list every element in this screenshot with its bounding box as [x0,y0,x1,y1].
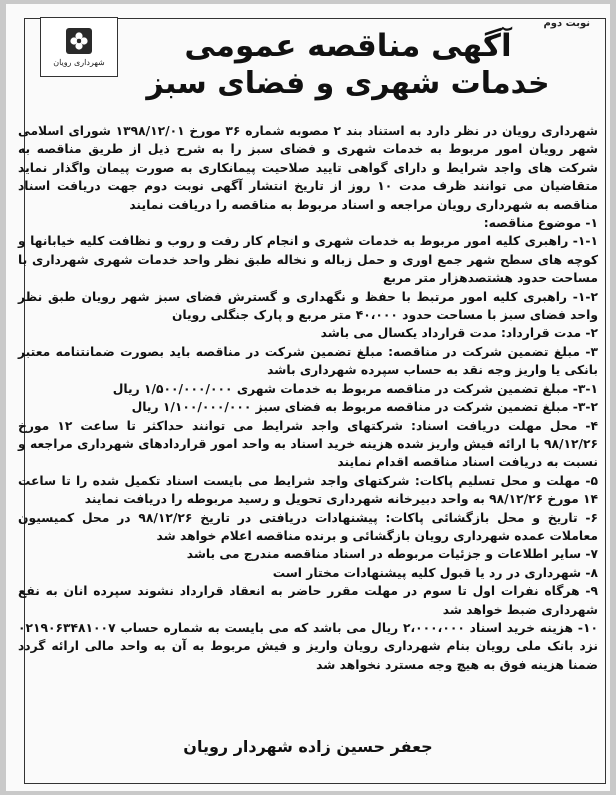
municipality-logo [40,17,118,77]
notice-body [18,122,598,674]
clause-3-2: ۳-۲- مبلغ تضمین شرکت در مناقصه مربوط به فضای سبز ۱/۱۰۰/۰۰۰/۰۰۰ ریال [131,400,598,415]
logo-caption: شهرداری رویان [53,57,105,67]
clause-3: ۳- مبلغ تضمین شرکت در مناقصه: مبلغ تضمین شرکت در مناقصه باید بصورت ضمانتنامه معتبر بانکی یا واریز وجه نقد به حساب سپرده شهرداری باشد [18,344,598,378]
clause-1: ۱- موضوع مناقصه: [483,216,598,231]
clause-9: ۹- هرگاه نفرات اول تا سوم در مهلت مقرر حاضر به انعقاد قرارداد نشوند سپرده انان به نفع شهرداری ضبط خواهد شد [18,584,598,617]
clause-1-2: ۱-۲- راهبری کلیه امور مرتبط با حفظ و نگهداری و گسترش فضای سبز شهر رویان طبق نظر واحد فضای سبز با مساحت حدود ۴۰،۰۰۰ متر مربع و پارک جنگلی رویان [18,289,598,323]
clause-6: ۶- تاریخ و محل بازگشائی پاکات: پیشنهادات دریافتی در تاریخ ۹۸/۱۲/۲۶ در محل کمیسیون معاملات عمده شهرداری رویان بازگشائی و برنده مناقصه اعلام خواهد شد [18,510,598,543]
clause-4: ۴- محل مهلت دریافت اسناد: شرکتهای واجد شرایط می توانند حداکثر تا ساعت ۱۲ مورخ ۹۸/۱۲/۲۶ با ارائه فیش واریز شده هزینه خرید اسناد به واحد امور قراردادهای شهرداری مراجعه و نسبت به دریافت اسناد مناقصه اقدام نمایند [18,418,599,470]
flower-emblem-icon [66,28,92,54]
clause-10: ۱۰- هزینه خرید اسناد ۲،۰۰۰،۰۰۰ ریال می باشد که می بایست به شماره حساب ۰۲۱۹۰۶۳۴۸۱۰۰۷ نزد بانک ملی رویان بنام شهرداری رویان واریز و فیش مربوط به آن به واحد مالی ارائه گردد ضمنا هزینه فوق به هیچ وجه مسترد نخواهد شد [18,620,598,672]
clause-2: ۲- مدت قرارداد: مدت قرارداد یکسال می باشد [320,326,598,341]
advertisement-page [6,4,610,791]
issue-label: نوبت دوم [543,18,590,29]
clause-8: ۸- شهرداری در رد یا قبول کلیه پیشنهادات مختار است [272,565,598,580]
clause-7: ۷- سایر اطلاعات و جزئیات مربوطه در اسناد مناقصه مندرج می باشد [186,547,598,562]
page-title: آگهی مناقصه عمومی [184,28,512,64]
signature: جعفر حسین زاده شهردار رویان [183,737,433,756]
clause-1-1: ۱-۱- راهبری کلیه امور مربوط به خدمات شهری و انجام کار رفت و روب و نظافت کلیه خیابانها و کوچه های سطح شهر جمع اوری و حمل زباله و نخاله طبق نظر واحد خدمات شهری شهرداری با مساحت حدود هشتصدهزار متر مربع [18,234,598,286]
page-subtitle: خدمات شهری و فضای سبز [146,66,550,101]
intro-paragraph: شهرداری رویان در نظر دارد به استناد بند ۲ مصوبه شماره ۳۶ مورخ ۱۳۹۸/۱۲/۰۱ شورای اسلامی شهر رویان امور مربوط به خدمات شهری و فضای سبز را به شرح ذیل از طریق مناقصه به شرکت های واجد شرایط و دارای گواهی تایید صلاحیت پیمانکاری به صورت پیمان واگذار نماید متقاضیان می توانند ظرف مدت ۱۰ روز از تاریخ انتشار آگهی نوبت دوم جهت دریافت اسناد مناقصه به شهرداری رویان مراجعه و اسناد مربوط به مناقصه را دریافت نمایند [18,124,599,212]
clause-5: ۵- مهلت و محل تسلیم پاکات: شرکتهای واجد شرایط می بایست اسناد تکمیل شده را تا ساعت ۱۴ مورخ ۹۸/۱۲/۲۶ به واحد دبیرخانه شهرداری تحویل و رسید مربوطه را دریافت نمایند [18,473,598,507]
clause-3-1: ۳-۱- مبلغ تضمین شرکت در مناقصه مربوط به خدمات شهری ۱/۵۰۰/۰۰۰/۰۰۰ ریال [112,381,598,396]
